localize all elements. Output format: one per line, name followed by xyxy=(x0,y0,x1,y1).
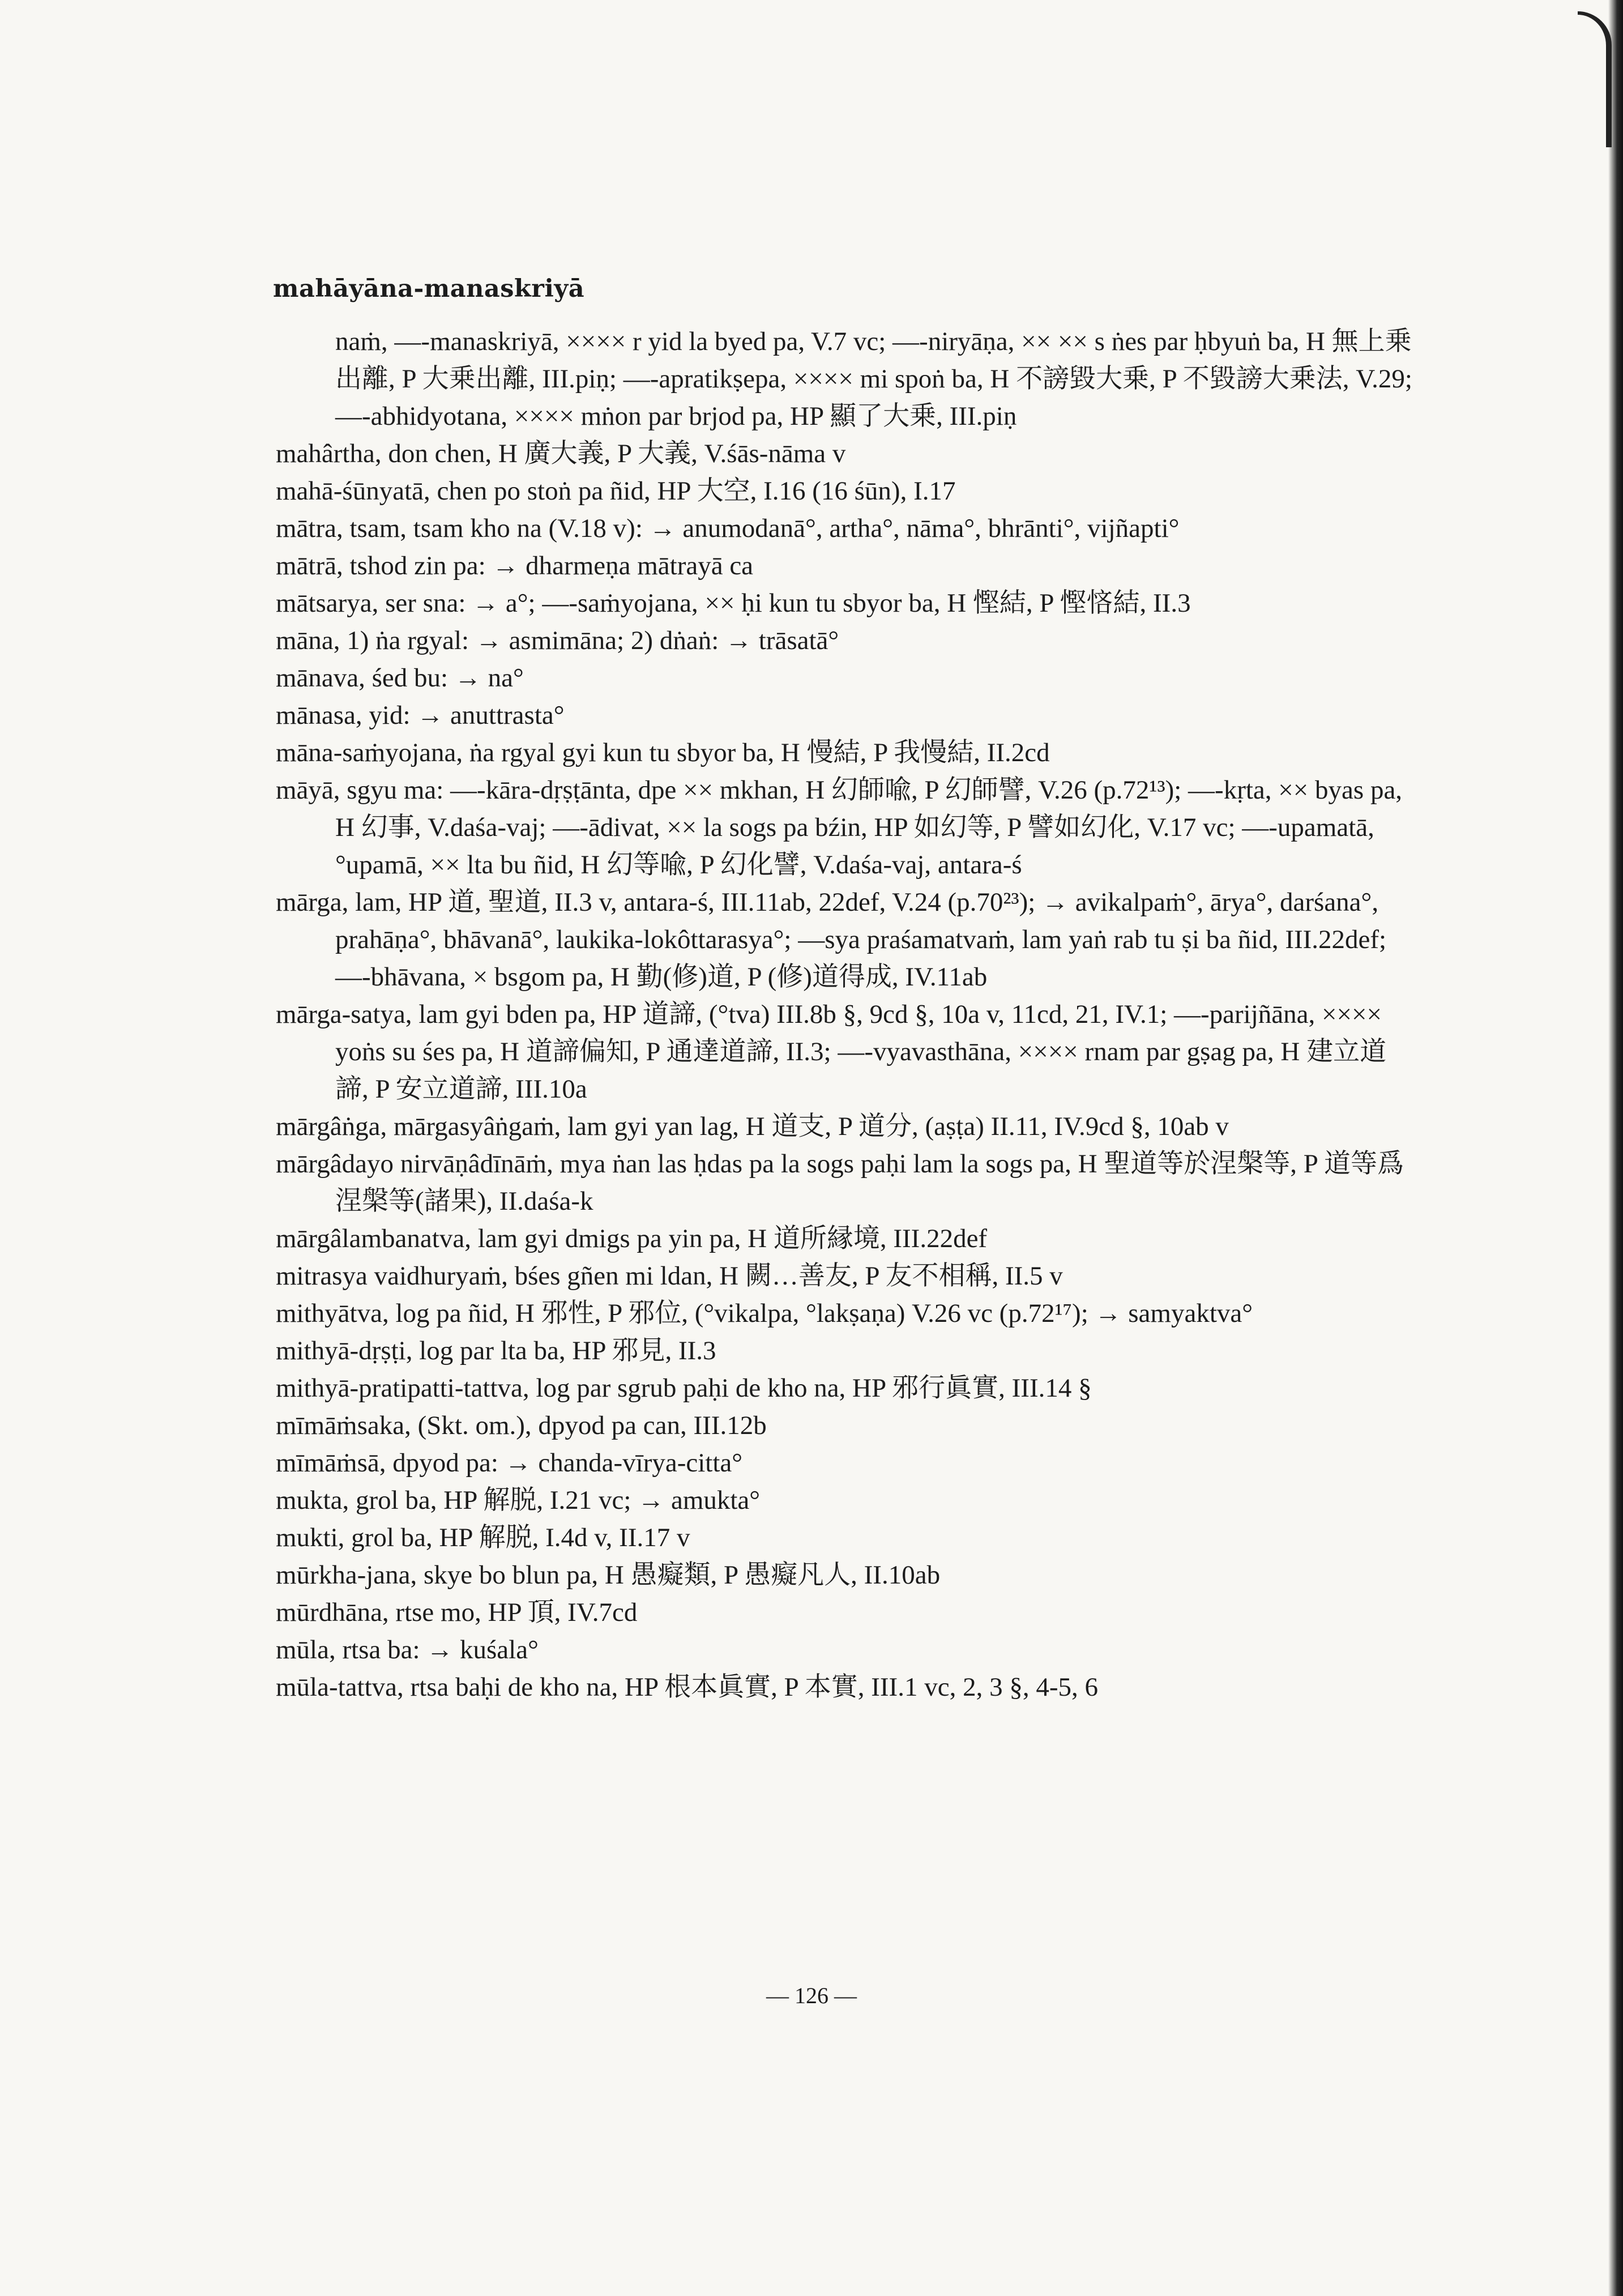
dictionary-entry: māna, 1) ṅa rgyal: → asmimāna; 2) dṅaṅ: → trāsatā° xyxy=(276,626,839,655)
dictionary-entry: māyā, sgyu ma: —-kāra-dṛṣṭānta, dpe ×× mkhan, H 幻師喩, P 幻師譬, V.26 (p.72¹³); —-kṛta, ×× byas pa, H 幻事, V.daśa-vaj; —-ādivat, ×× la sogs pa bźin, HP 如幻等, P 譬如幻化, V.17 vc; —-upamatā, °upamā, ×× lta bu ñid, H 幻等喩, P 幻化譬, V.daśa-vaj, antara-ś xyxy=(276,775,1403,880)
page-number: — 126 — xyxy=(766,1983,857,2008)
dictionary-entry: mārgâdayo nirvāṇâdīnāṁ, mya ṅan las ḥdas pa la sogs paḥi lam la sogs pa, H 聖道等於涅槃等, P 道等爲涅槃等(諸果), II.daśa-k xyxy=(276,1149,1404,1216)
dictionary-entry: mānava, śed bu: → na° xyxy=(276,663,524,693)
dictionary-entry: mīmāṁsaka, (Skt. om.), dpyod pa can, III.12b xyxy=(276,1411,767,1440)
dictionary-entry: mithyā-pratipatti-tattva, log par sgrub paḥi de kho na, HP 邪行眞實, III.14 § xyxy=(276,1373,1092,1403)
running-head: mahāyāna-manaskriyā xyxy=(273,275,585,303)
dictionary-entry: mūla-tattva, rtsa baḥi de kho na, HP 根本眞實, P 本實, III.1 vc, 2, 3 §, 4-5, 6 xyxy=(276,1672,1098,1702)
dictionary-entry: mānasa, yid: → anuttrasta° xyxy=(276,701,565,730)
dictionary-entry: mahârtha, don chen, H 廣大義, P 大義, V.śās-nāma v xyxy=(276,439,846,468)
dictionary-entry: mukti, grol ba, HP 解脱, I.4d v, II.17 v xyxy=(276,1523,690,1552)
dictionary-entry: mithyātva, log pa ñid, H 邪性, P 邪位, (°vikalpa, °lakṣaṇa) V.26 vc (p.72¹⁷); → samyaktva° xyxy=(276,1299,1253,1328)
scan-corner-mark xyxy=(1578,11,1612,147)
dictionary-entry: mātrā, tshod zin pa: → dharmeṇa mātrayā ca xyxy=(276,551,754,581)
dictionary-entry: mīmāṁsā, dpyod pa: → chanda-vīrya-citta° xyxy=(276,1448,743,1478)
dictionary-entry: mithyā-dṛṣṭi, log par lta ba, HP 邪見, II.3 xyxy=(276,1336,716,1365)
dictionary-entries xyxy=(276,323,1414,1706)
dictionary-entry: mūrdhāna, rtse mo, HP 頂, IV.7cd xyxy=(276,1598,638,1627)
dictionary-entry: naṁ, —-manaskriyā, ×××× r yid la byed pa, V.7 vc; —-niryāṇa, ×× ×× s ṅes par ḥbyuṅ ba, H 無上乗出離, P 大乗出離, III.piṇ; —-apratikṣepa, ×××× mi spoṅ ba, H 不謗毀大乗, P 不毀謗大乗法, V.29; —-abhidyotana, ×××× mṅon par brjod pa, HP 顯了大乗, III.piṇ xyxy=(335,327,1412,431)
dictionary-entry: mahā-śūnyatā, chen po stoṅ pa ñid, HP 大空, I.16 (16 śūn), I.17 xyxy=(276,476,956,506)
dictionary-entry: mārga, lam, HP 道, 聖道, II.3 v, antara-ś, III.11ab, 22def, V.24 (p.70²³); → avikalpaṁ°, ārya°, darśana°, prahāṇa°, bhāvanā°, laukika-lokôttarasya°; —sya praśamatvaṁ, lam yaṅ rab tu ṣi ba ñid, III.22def; —-bhāvana, × bsgom pa, H 勤(修)道, P (修)道得成, IV.11ab xyxy=(276,887,1387,992)
dictionary-entry: mārgâṅga, mārgasyâṅgaṁ, lam gyi yan lag, H 道支, P 道分, (aṣṭa) II.11, IV.9cd §, 10ab v xyxy=(276,1112,1229,1141)
dictionary-entry: mūrkha-jana, skye bo blun pa, H 愚癡類, P 愚癡凡人, II.10ab xyxy=(276,1560,941,1590)
dictionary-entry: mātra, tsam, tsam kho na (V.18 v): → anumodanā°, artha°, nāma°, bhrānti°, vijñapti° xyxy=(276,514,1180,543)
dictionary-entry: mārga-satya, lam gyi bden pa, HP 道諦, (°tva) III.8b §, 9cd §, 10a v, 11cd, 21, IV.1; —-parijñāna, ×××× yoṅs su śes pa, H 道諦偏知, P 通達道諦, II.3; —-vyavasthāna, ×××× rnam par gṣag pa, H 建立道諦, P 安立道諦, III.10a xyxy=(276,1000,1387,1104)
dictionary-entry: mukta, grol ba, HP 解脱, I.21 vc; → amukta° xyxy=(276,1486,761,1515)
scan-edge xyxy=(1608,0,1623,2296)
dictionary-entry: mārgâlambanatva, lam gyi dmigs pa yin pa, H 道所縁境, III.22def xyxy=(276,1224,988,1253)
dictionary-entry: mitrasya vaidhuryaṁ, bśes gñen mi ldan, H 闕…善友, P 友不相稱, II.5 v xyxy=(276,1261,1063,1291)
dictionary-entry: mūla, rtsa ba: → kuśala° xyxy=(276,1635,539,1665)
dictionary-entry: mātsarya, ser sna: → a°; —-saṁyojana, ×× ḥi kun tu sbyor ba, H 慳結, P 慳悋結, II.3 xyxy=(276,588,1191,618)
dictionary-entry: māna-saṁyojana, ṅa rgyal gyi kun tu sbyor ba, H 慢結, P 我慢結, II.2cd xyxy=(276,738,1050,767)
